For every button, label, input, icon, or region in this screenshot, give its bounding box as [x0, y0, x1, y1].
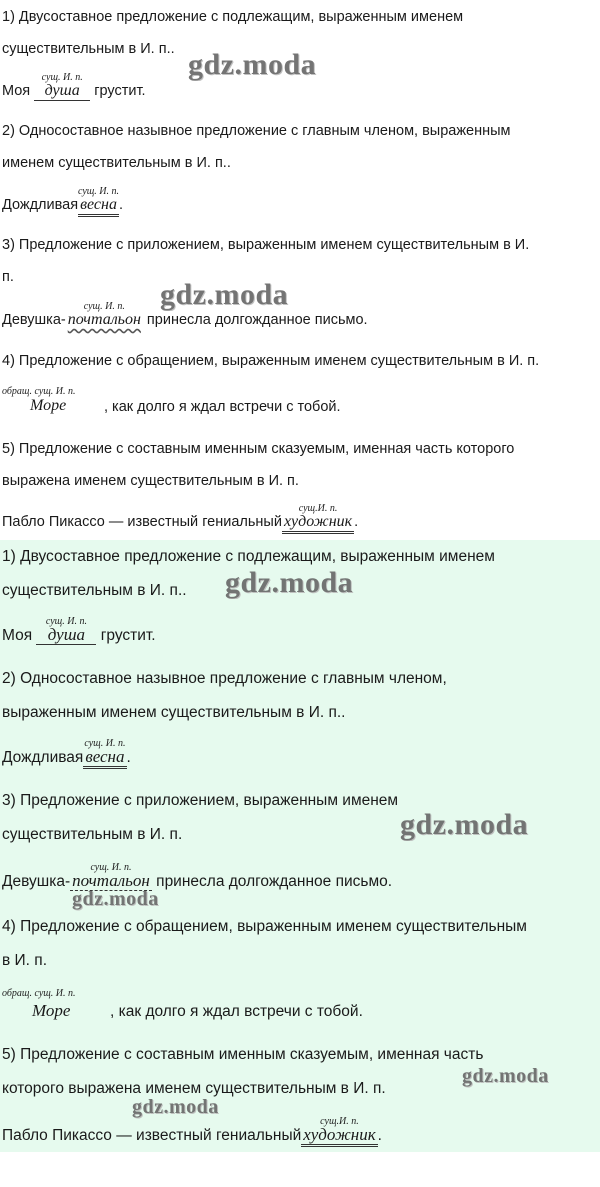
- grammar-annotation: обращ. сущ. И. п.: [2, 386, 76, 397]
- example-sentence: [2, 386, 341, 417]
- example-text: .: [354, 514, 359, 530]
- main-member-word: сущ. И. п. весна: [78, 196, 119, 217]
- watermark: gdz.moda: [72, 888, 159, 910]
- grammar-annotation: сущ.И. п.: [298, 503, 338, 514]
- example-text: грустит.: [94, 83, 146, 99]
- main-member-word: сущ. И. п. весна: [83, 748, 126, 769]
- example-text: Дождливая: [2, 197, 79, 213]
- task-text-cont: существительным в И. п..: [2, 41, 175, 57]
- watermark: gdz.moda: [132, 1096, 219, 1118]
- example-text: грустит.: [100, 627, 156, 644]
- task-text: 3) Предложение с приложением, выраженным именем: [2, 792, 399, 809]
- watermark: gdz.moda: [225, 566, 354, 599]
- example-text: Девушка-: [2, 312, 66, 328]
- example-sentence: [2, 738, 131, 769]
- watermark: gdz.moda: [160, 278, 289, 311]
- example-sentence: [2, 503, 359, 534]
- answer-block-1: [0, 0, 600, 540]
- apposition-word: сущ. И. п. почтальон: [70, 872, 152, 891]
- example-text: принесла долгожданное письмо.: [156, 873, 393, 890]
- example-text: Девушка-: [2, 873, 71, 890]
- watermark: gdz.moda: [188, 48, 317, 81]
- example-text: Моя: [2, 83, 31, 99]
- predicate-noun-word: сущ.И. п. художник: [301, 1126, 377, 1147]
- watermark: gdz.moda: [400, 808, 529, 841]
- example-sentence: [2, 988, 363, 1023]
- task-text: 2) Односоставное назывное предложение с главным членом, выраженным: [2, 123, 511, 139]
- task-text-cont: выражена именем существительным в И. п.: [2, 473, 299, 489]
- example-sentence: [2, 72, 146, 101]
- task-text: 2) Односоставное назывное предложение с главным членом,: [2, 670, 447, 687]
- task-text: 4) Предложение с обращением, выраженным именем существительным в И. п.: [2, 353, 540, 369]
- example-text: Пабло Пикассо — известный гениальный: [2, 1127, 302, 1144]
- example-sentence: [2, 1116, 382, 1147]
- example-sentence: [2, 862, 393, 891]
- grammar-annotation: обращ. сущ. И. п.: [2, 988, 76, 999]
- grammar-annotation: сущ. И. п.: [83, 301, 125, 312]
- apposition-word: сущ. И. п. почтальон: [66, 311, 143, 329]
- grammar-annotation: сущ. И. п.: [84, 738, 126, 749]
- grammar-annotation: сущ. И. п.: [41, 72, 83, 83]
- task-text-cont: именем существительным в И. п..: [2, 155, 231, 171]
- example-text: Пабло Пикассо — известный гениальный: [2, 514, 282, 530]
- answer-block-2: [0, 540, 600, 1152]
- example-text: , как долго я ждал встречи с тобой.: [104, 399, 341, 415]
- example-text: .: [377, 1127, 382, 1144]
- task-text-cont: которого выражена именем существительным в И. п.: [2, 1080, 386, 1097]
- task-text-cont: п.: [2, 269, 14, 285]
- task-text: 3) Предложение с приложением, выраженным именем существительным в И.: [2, 237, 530, 253]
- grammar-annotation: сущ. И. п.: [45, 616, 87, 627]
- watermark: gdz.moda: [462, 1065, 549, 1087]
- address-word: Море: [30, 397, 67, 414]
- grammar-annotation: сущ. И. п.: [77, 186, 120, 197]
- subject-word: сущ. И. п. душа: [36, 626, 96, 645]
- task-text: 1) Двусоставное предложение с подлежащим, выраженным именем: [2, 548, 495, 565]
- task-text-cont: существительным в И. п..: [2, 582, 187, 599]
- task-text: 1) Двусоставное предложение с подлежащим, выраженным именем: [2, 9, 464, 25]
- address-word: Море: [32, 1001, 71, 1020]
- task-text-cont: выраженным именем существительным в И. п..: [2, 704, 346, 721]
- task-text-cont: в И. п.: [2, 952, 47, 969]
- example-sentence: [2, 616, 156, 645]
- task-text: 5) Предложение с составным именным сказуемым, именная часть которого: [2, 441, 515, 457]
- task-text: 5) Предложение с составным именным сказуемым, именная часть: [2, 1046, 484, 1063]
- example-text: .: [126, 749, 131, 766]
- example-sentence: [2, 301, 368, 329]
- example-text: , как долго я ждал встречи с тобой.: [110, 1003, 363, 1020]
- example-text: принесла долгожданное письмо.: [146, 312, 368, 328]
- example-text: Моя: [2, 627, 33, 644]
- example-sentence: [2, 186, 123, 217]
- task-text: 4) Предложение с обращением, выраженным именем существительным: [2, 918, 527, 935]
- example-text: .: [118, 197, 123, 213]
- task-text-cont: существительным в И. п.: [2, 826, 183, 843]
- example-text: Дождливая: [2, 749, 84, 766]
- subject-word: сущ. И. п. душа: [34, 82, 90, 101]
- grammar-annotation: сущ.И. п.: [320, 1116, 359, 1127]
- predicate-noun-word: сущ.И. п. художник: [282, 513, 354, 534]
- grammar-annotation: сущ. И. п.: [90, 862, 132, 873]
